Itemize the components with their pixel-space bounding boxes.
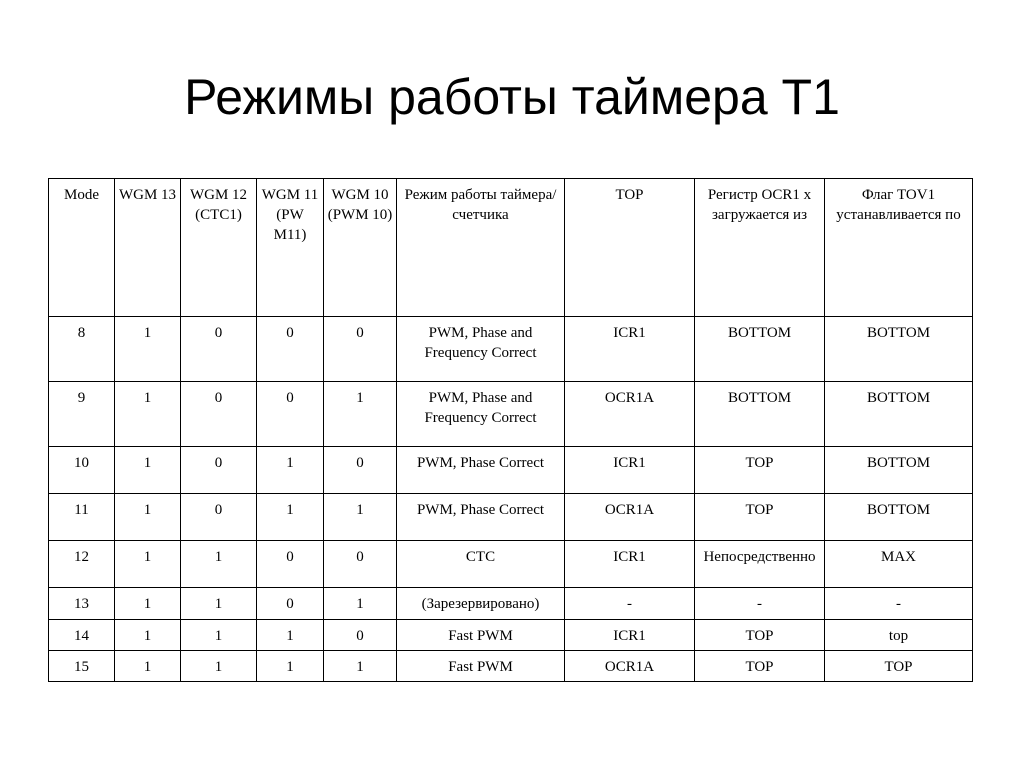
table-cell: 0	[181, 317, 257, 382]
table-cell: TOP	[695, 651, 825, 682]
table-cell: BOTTOM	[695, 317, 825, 382]
table-cell: 1	[115, 588, 181, 620]
header-cell-wgm13: WGM 13	[115, 179, 181, 317]
table-cell: TOP	[695, 620, 825, 651]
table-cell: 11	[49, 494, 115, 541]
table-cell: 1	[324, 494, 397, 541]
header-cell-mode: Mode	[49, 179, 115, 317]
table-cell: 13	[49, 588, 115, 620]
table-cell: OCR1A	[565, 494, 695, 541]
table-cell: 0	[257, 541, 324, 588]
table-cell: 1	[115, 651, 181, 682]
table-cell: ICR1	[565, 317, 695, 382]
table-cell: 0	[181, 382, 257, 447]
header-cell-tov-flag: Флаг TOV1 устанавливается по	[825, 179, 973, 317]
table-cell: BOTTOM	[825, 494, 973, 541]
table-cell: ICR1	[565, 620, 695, 651]
table-cell: ICR1	[565, 541, 695, 588]
table-cell: 1	[324, 651, 397, 682]
table-cell: 0	[324, 620, 397, 651]
table-cell: 1	[115, 447, 181, 494]
table-row	[49, 620, 973, 651]
table-cell: OCR1A	[565, 651, 695, 682]
table-cell: CTC	[397, 541, 565, 588]
table-cell: TOP	[695, 447, 825, 494]
table-row	[49, 541, 973, 588]
table-row	[49, 447, 973, 494]
timer-modes-table	[48, 178, 973, 682]
header-cell-wgm10: WGM 10 (PWM 10)	[324, 179, 397, 317]
table-cell: 0	[257, 588, 324, 620]
table-cell: 1	[181, 541, 257, 588]
table-cell: 14	[49, 620, 115, 651]
table-cell: 15	[49, 651, 115, 682]
table-cell: PWM, Phase and Frequency Correct	[397, 317, 565, 382]
table-cell: 1	[115, 620, 181, 651]
table-cell: 0	[181, 447, 257, 494]
table-cell: Fast PWM	[397, 620, 565, 651]
table-cell: BOTTOM	[695, 382, 825, 447]
table-cell: OCR1A	[565, 382, 695, 447]
table-row	[49, 588, 973, 620]
table-row	[49, 317, 973, 382]
header-cell-ocr-update: Регистр OCR1 x загружается из	[695, 179, 825, 317]
table-cell: PWM, Phase Correct	[397, 447, 565, 494]
table-cell: 0	[181, 494, 257, 541]
header-cell-top: TOP	[565, 179, 695, 317]
table-cell: 1	[324, 588, 397, 620]
table-cell: 12	[49, 541, 115, 588]
table-cell: BOTTOM	[825, 382, 973, 447]
table-cell: 10	[49, 447, 115, 494]
table-cell: 1	[257, 620, 324, 651]
header-cell-wgm11: WGM 11 (PW M11)	[257, 179, 324, 317]
slide-title: Режимы работы таймера Т1	[184, 69, 840, 125]
table-cell: ICR1	[565, 447, 695, 494]
table-cell: 1	[257, 651, 324, 682]
table-cell: BOTTOM	[825, 447, 973, 494]
table-cell: 1	[115, 382, 181, 447]
table-row	[49, 382, 973, 447]
table-cell: 0	[257, 317, 324, 382]
table-cell: Fast PWM	[397, 651, 565, 682]
table-cell: 1	[181, 651, 257, 682]
table-cell: Непосредственно	[695, 541, 825, 588]
table-cell: 0	[324, 317, 397, 382]
table-cell: 0	[324, 447, 397, 494]
table-cell: 1	[181, 620, 257, 651]
table-cell: 1	[115, 494, 181, 541]
table-cell: 8	[49, 317, 115, 382]
table-cell: BOTTOM	[825, 317, 973, 382]
table-cell: 1	[324, 382, 397, 447]
table-cell: 1	[115, 317, 181, 382]
table-cell: PWM, Phase Correct	[397, 494, 565, 541]
table-cell: PWM, Phase and Frequency Correct	[397, 382, 565, 447]
table-cell: -	[565, 588, 695, 620]
table-row	[49, 494, 973, 541]
table-cell: TOP	[825, 651, 973, 682]
header-cell-wgm12: WGM 12 (CTC1)	[181, 179, 257, 317]
table-header-row	[49, 179, 973, 317]
table-cell: 1	[257, 447, 324, 494]
table-cell: 9	[49, 382, 115, 447]
table-cell: 0	[257, 382, 324, 447]
table-cell: TOP	[695, 494, 825, 541]
table-cell: 1	[115, 541, 181, 588]
table-cell: top	[825, 620, 973, 651]
table-cell: (Зарезервировано)	[397, 588, 565, 620]
table-cell: -	[825, 588, 973, 620]
table-cell: 0	[324, 541, 397, 588]
table-cell: MAX	[825, 541, 973, 588]
table-cell: 1	[257, 494, 324, 541]
table-row	[49, 651, 973, 682]
table-cell: -	[695, 588, 825, 620]
header-cell-mode-description: Режим работы таймера/ счетчика	[397, 179, 565, 317]
table-cell: 1	[181, 588, 257, 620]
